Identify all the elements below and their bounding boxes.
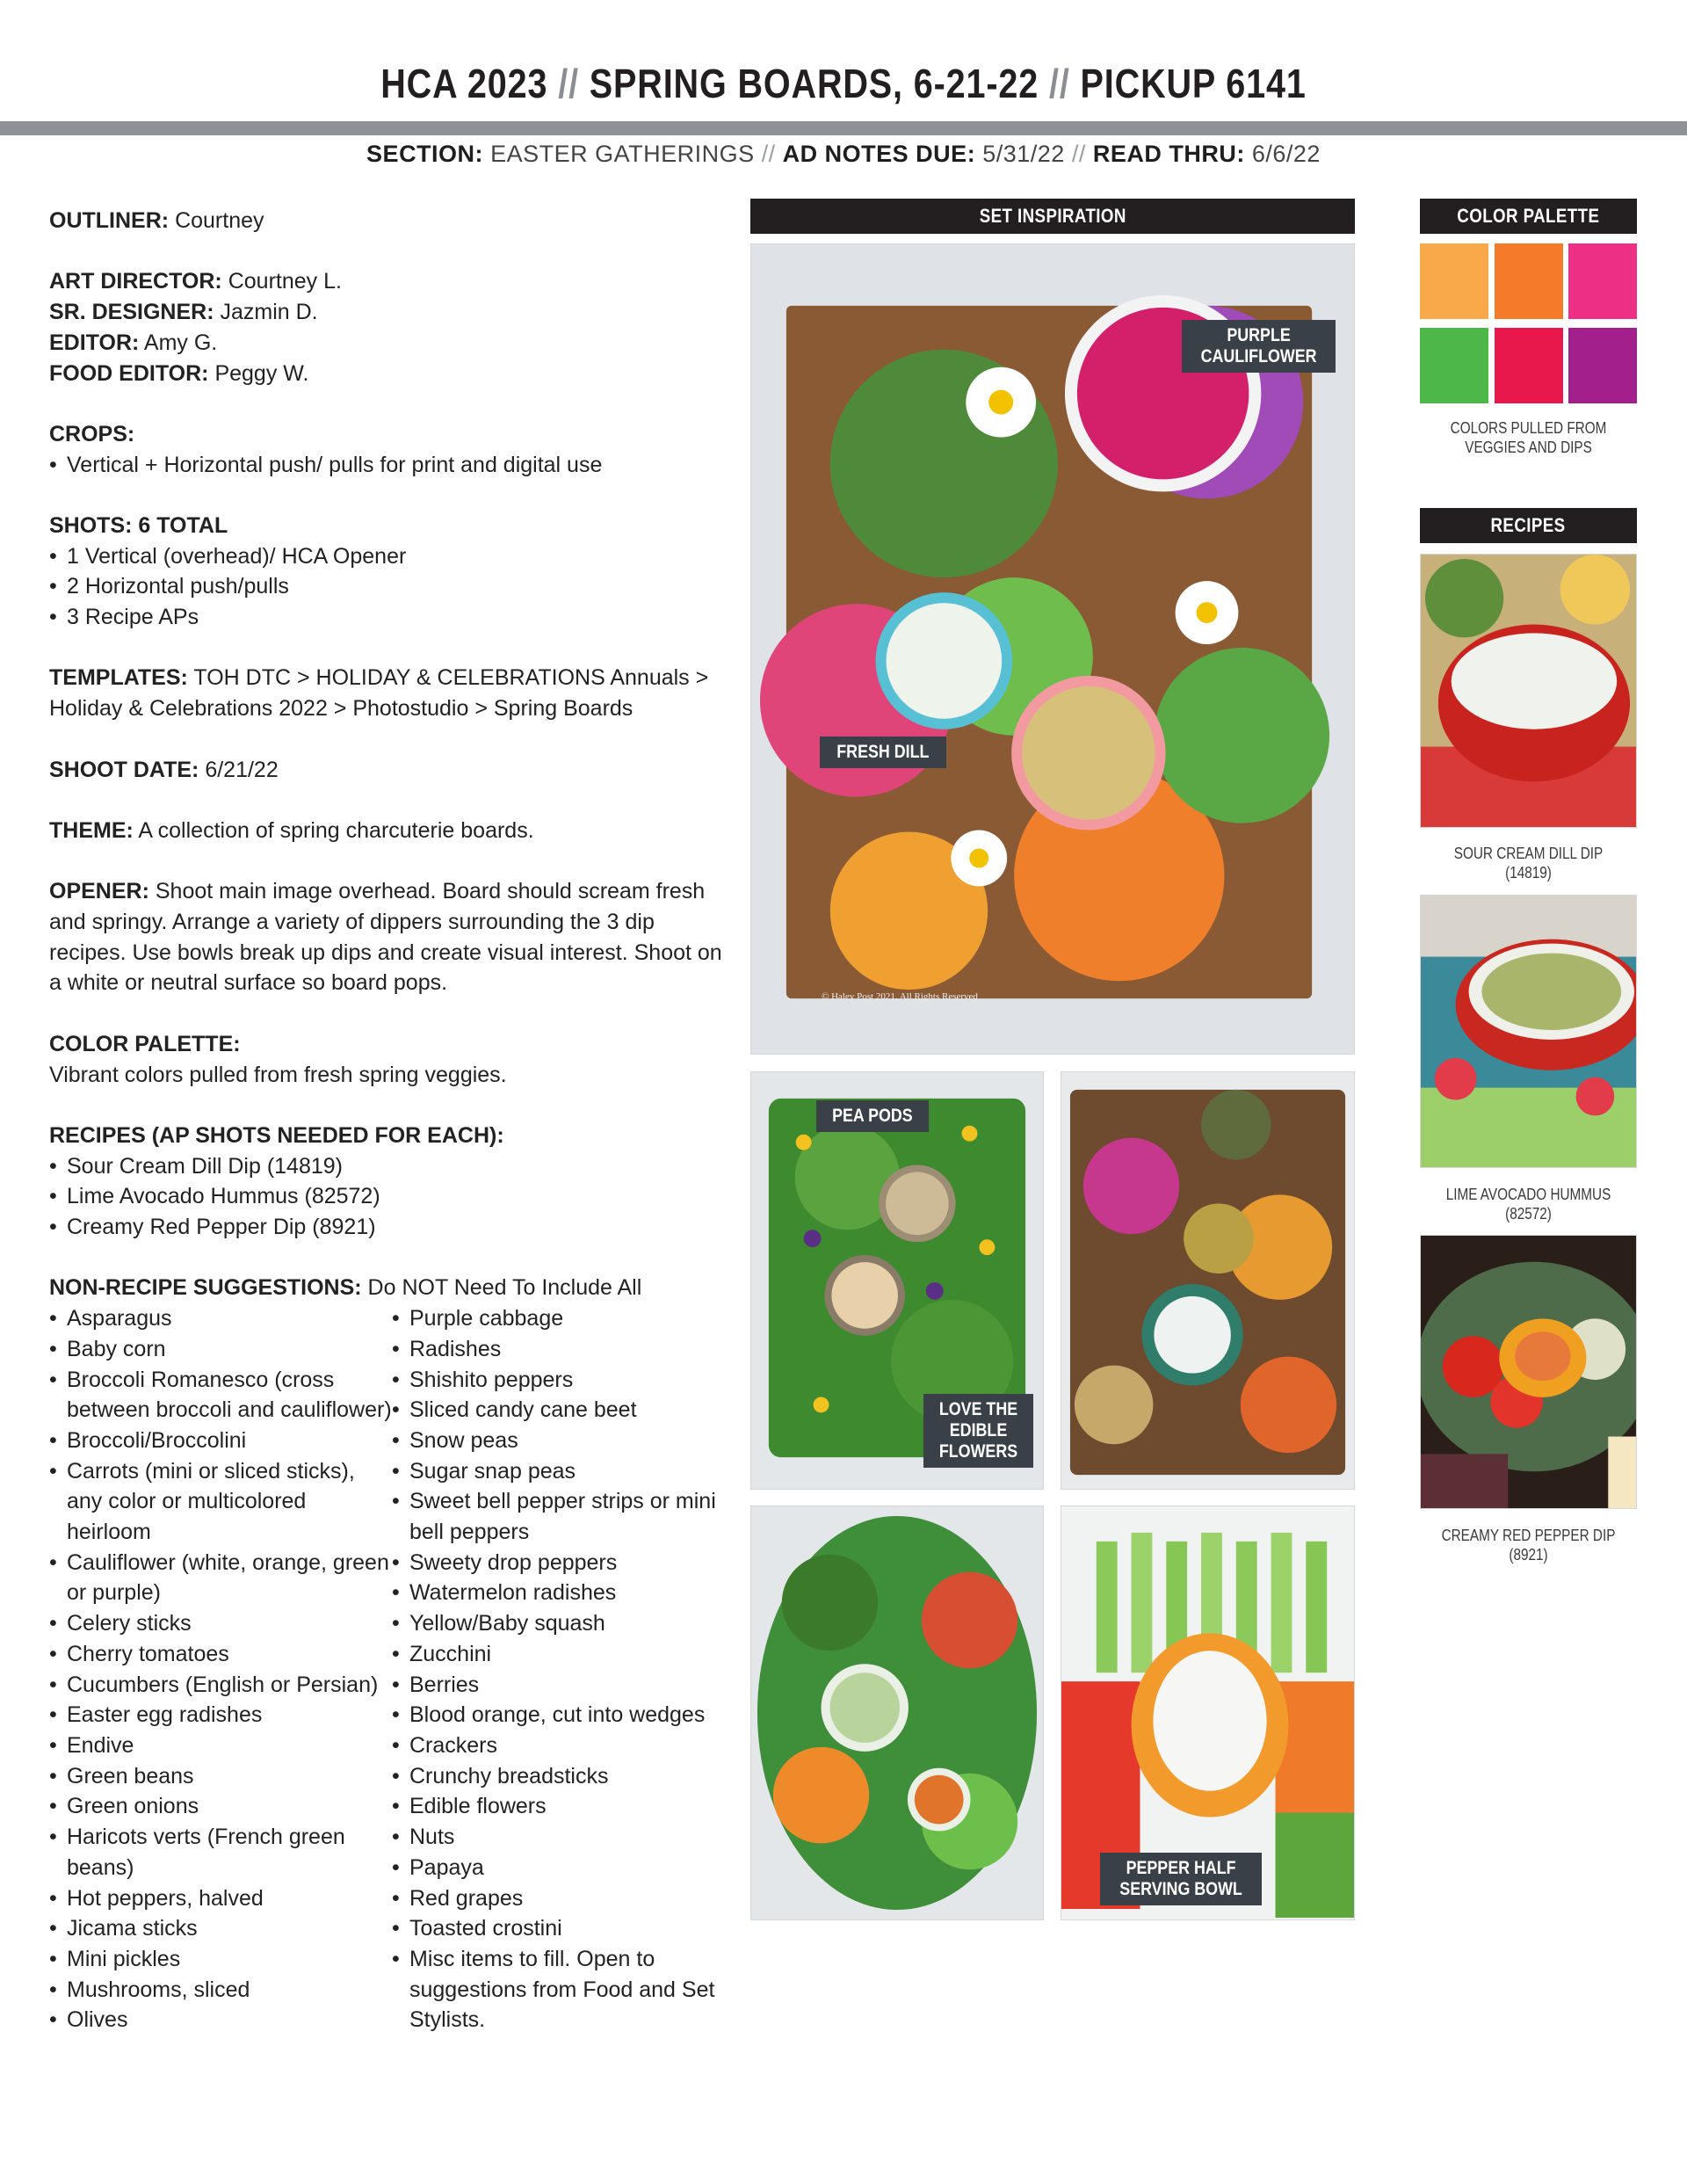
nonrecipe-columns [49, 1303, 726, 2035]
list-item: • Broccoli/Broccolini [49, 1426, 392, 1456]
outliner-label: OUTLINER: [49, 208, 170, 233]
outliner-block [49, 206, 726, 236]
templates-block [49, 663, 726, 723]
subhead [0, 141, 1687, 168]
lime-hummus-photo-art [1421, 896, 1636, 1167]
tag-pepper-bowl [1100, 1853, 1262, 1905]
tag-pea-pods [816, 1100, 929, 1132]
list-item: • Radishes [392, 1334, 726, 1365]
list-item: • Yellow/Baby squash [392, 1608, 726, 1639]
recipes-title: RECIPES [1490, 514, 1567, 536]
theme-block [49, 816, 726, 846]
shots-block [49, 511, 726, 633]
food-editor-label: FOOD EDITOR: [49, 360, 209, 386]
list-item: • Red grapes [392, 1883, 726, 1914]
list-item: • Mini pickles [49, 1944, 392, 1975]
list-item: • Broccoli Romanesco (cross between broccoli and cauliflower) [49, 1365, 392, 1426]
list-item: • Green onions [49, 1791, 392, 1822]
tag-edible-flowers [923, 1394, 1033, 1468]
food-editor-value: Peggy W. [214, 360, 309, 386]
list-item: • Lime Avocado Hummus (82572) [49, 1181, 726, 1212]
templates-label: TEMPLATES: [49, 665, 188, 691]
tag-fresh-dill [820, 736, 946, 768]
list-item: • Cucumbers (English or Persian) [49, 1670, 392, 1701]
photo-watermark: © Haley Post 2021. All Rights Reserved [822, 991, 978, 1002]
list-item: • Cauliflower (white, orange, green or purple) [49, 1548, 392, 1608]
art-director-value: Courtney L. [228, 269, 342, 294]
list-item: • 1 Vertical (overhead)/ HCA Opener [49, 541, 726, 572]
color-palette-caption [1420, 418, 1637, 457]
list-item: • Cherry tomatoes [49, 1639, 392, 1670]
color-swatch [1495, 243, 1563, 319]
list-item: • Shishito peppers [392, 1365, 726, 1396]
recipes-label: RECIPES (AP SHOTS NEEDED FOR EACH): [49, 1122, 504, 1148]
theme-value: A collection of spring charcuterie boards. [138, 817, 534, 843]
color-swatch [1568, 328, 1637, 403]
color-palette-label: COLOR PALETTE: [49, 1031, 241, 1056]
list-item: • 2 Horizontal push/pulls [49, 571, 726, 602]
inspiration-photo-crudite [750, 1506, 1044, 1920]
list-item: • Misc items to fill. Open to suggestions from Food and Set Stylists. [392, 1944, 726, 2035]
list-item: • Edible flowers [392, 1791, 726, 1822]
editor-value: Amy G. [143, 330, 218, 355]
list-item: • Carrots (mini or sliced sticks), any color or multicolored heirloom [49, 1456, 392, 1548]
inspiration-photo-pea-pods [750, 1071, 1044, 1490]
section-value: EASTER GATHERINGS [490, 141, 755, 167]
sour-cream-photo-art [1421, 555, 1636, 827]
color-swatch [1568, 243, 1637, 319]
list-item: • Zucchini [392, 1639, 726, 1670]
recipe-photo-sour-cream-dill [1420, 554, 1637, 828]
tag-text: PURPLE CAULIFLOWER [1200, 325, 1317, 366]
subhead-separator: // [761, 141, 776, 167]
color-swatch [1495, 328, 1563, 403]
nonrecipe-label: NON-RECIPE SUGGESTIONS: [49, 1275, 362, 1301]
shoot-date-label: SHOOT DATE: [49, 757, 199, 782]
color-palette-header [1420, 199, 1637, 234]
team-block [49, 266, 726, 388]
creative-brief [49, 206, 726, 2035]
ad-notes-label: AD NOTES DUE: [782, 141, 976, 167]
templates-value: TOH DTC > HOLIDAY & CELEBRATIONS Annuals > Holiday & Celebrations 2022 > Photostudio > Spring Boards [49, 665, 709, 722]
nonrecipe-list-left [49, 1303, 392, 2035]
shoot-date-block [49, 755, 726, 786]
title-pickup: PICKUP 6141 [1080, 61, 1307, 106]
set-inspiration-header [750, 199, 1355, 234]
recipes-header [1420, 508, 1637, 543]
list-item: • Watermelon radishes [392, 1578, 726, 1608]
read-thru-value: 6/6/22 [1251, 141, 1321, 167]
list-item: • Toasted crostini [392, 1913, 726, 1944]
list-item: • Purple cabbage [392, 1303, 726, 1334]
list-item: • Snow peas [392, 1426, 726, 1456]
tag-text: PEA PODS [832, 1106, 913, 1126]
list-item: • Haricots verts (French green beans) [49, 1822, 392, 1883]
list-item: • Sweet bell pepper strips or mini bell peppers [392, 1486, 726, 1547]
list-item: • Celery sticks [49, 1608, 392, 1639]
list-item: • Green beans [49, 1761, 392, 1792]
red-pepper-photo-art [1421, 1236, 1636, 1508]
tag-text: FRESH DILL [836, 742, 930, 762]
color-palette-value: Vibrant colors pulled from fresh spring veggies. [49, 1062, 507, 1087]
list-item: • Papaya [392, 1853, 726, 1883]
inspiration-photo-board [1061, 1071, 1355, 1490]
ad-notes-value: 5/31/22 [982, 141, 1065, 167]
nonrecipe-block [49, 1273, 726, 2035]
color-palette-block [49, 1029, 726, 1090]
page-title [118, 60, 1568, 107]
tag-text: LOVE THE EDIBLE FLOWERS [938, 1399, 1018, 1462]
title-project: HCA 2023 [380, 61, 548, 106]
list-item: • Sour Cream Dill Dip (14819) [49, 1151, 726, 1182]
editor-label: EDITOR: [49, 330, 140, 355]
list-item: • Mushrooms, sliced [49, 1975, 392, 2006]
color-swatch [1420, 243, 1488, 319]
inspiration-photo-pepper-bowl [1061, 1506, 1355, 1920]
list-item: • Olives [49, 2005, 392, 2035]
list-item: • Blood orange, cut into wedges [392, 1700, 726, 1731]
subhead-separator: // [1071, 141, 1086, 167]
recipe-photo-lime-hummus [1420, 895, 1637, 1168]
recipe-caption-lime-hummus [1420, 1185, 1637, 1223]
crops-block [49, 419, 726, 480]
recipe-caption-text: LIME AVOCADO HUMMUS (82572) [1445, 1186, 1611, 1223]
list-item: • Crackers [392, 1731, 726, 1761]
section-label: SECTION: [366, 141, 484, 167]
list-item: • Sliced candy cane beet [392, 1395, 726, 1426]
tag-text: PEPPER HALF SERVING BOWL [1119, 1858, 1242, 1899]
outliner-value: Courtney [175, 208, 264, 233]
sr-designer-value: Jazmin D. [220, 300, 318, 325]
crudite-photo-art [751, 1506, 1043, 1919]
list-item: • Easter egg radishes [49, 1700, 392, 1731]
nonrecipe-value: Do NOT Need To Include All [367, 1275, 642, 1301]
shoot-date-value: 6/21/22 [205, 757, 279, 782]
list-item: • Endive [49, 1731, 392, 1761]
list-item: • 3 Recipe APs [49, 602, 726, 633]
nonrecipe-list-right [392, 1303, 726, 2035]
list-item: • Baby corn [49, 1334, 392, 1365]
title-separator: // [1048, 61, 1070, 106]
art-director-label: ART DIRECTOR: [49, 269, 222, 294]
color-swatch [1420, 328, 1488, 403]
title-separator: // [558, 61, 579, 106]
list-item: • Hot peppers, halved [49, 1883, 392, 1914]
list-item: • Sugar snap peas [392, 1456, 726, 1487]
crops-label: CROPS: [49, 421, 135, 446]
theme-label: THEME: [49, 817, 134, 843]
recipe-caption-red-pepper [1420, 1526, 1637, 1564]
list-item: • Berries [392, 1670, 726, 1701]
list-item: • Creamy Red Pepper Dip (8921) [49, 1212, 726, 1243]
list-item: • Asparagus [49, 1303, 392, 1334]
list-item: • Nuts [392, 1822, 726, 1853]
color-palette-title: COLOR PALETTE [1457, 205, 1600, 227]
set-inspiration-title: SET INSPIRATION [979, 205, 1126, 227]
sr-designer-label: SR. DESIGNER: [49, 300, 214, 325]
header-rule [0, 121, 1687, 135]
opener-label: OPENER: [49, 879, 149, 904]
color-palette-caption-text: COLORS PULLED FROM VEGGIES AND DIPS [1450, 419, 1607, 456]
opener-block [49, 876, 726, 998]
recipe-caption-sour-cream [1420, 844, 1637, 882]
list-item: • Crunchy breadsticks [392, 1761, 726, 1792]
recipe-caption-text: CREAMY RED PEPPER DIP (8921) [1441, 1527, 1616, 1564]
board-photo-art [1061, 1072, 1354, 1489]
tag-purple-cauliflower [1182, 320, 1336, 373]
list-item: • Jicama sticks [49, 1913, 392, 1944]
opener-photo [750, 243, 1355, 1055]
opener-value: Shoot main image overhead. Board should scream fresh and springy. Arrange a variety of dippers surrounding the 3 dip recipes. Use bowls break up dips and create visual interest. Shoot on a white or neutral surface so board pops. [49, 879, 722, 996]
shots-label: SHOTS: 6 TOTAL [49, 512, 228, 538]
recipes-block [49, 1121, 726, 1243]
recipe-caption-text: SOUR CREAM DILL DIP (14819) [1453, 845, 1604, 882]
title-shoot: SPRING BOARDS, 6-21-22 [589, 61, 1039, 106]
read-thru-label: READ THRU: [1092, 141, 1245, 167]
recipe-photo-red-pepper [1420, 1235, 1637, 1509]
list-item: • Sweety drop peppers [392, 1548, 726, 1578]
list-item: • Vertical + Horizontal push/ pulls for print and digital use [49, 450, 726, 481]
